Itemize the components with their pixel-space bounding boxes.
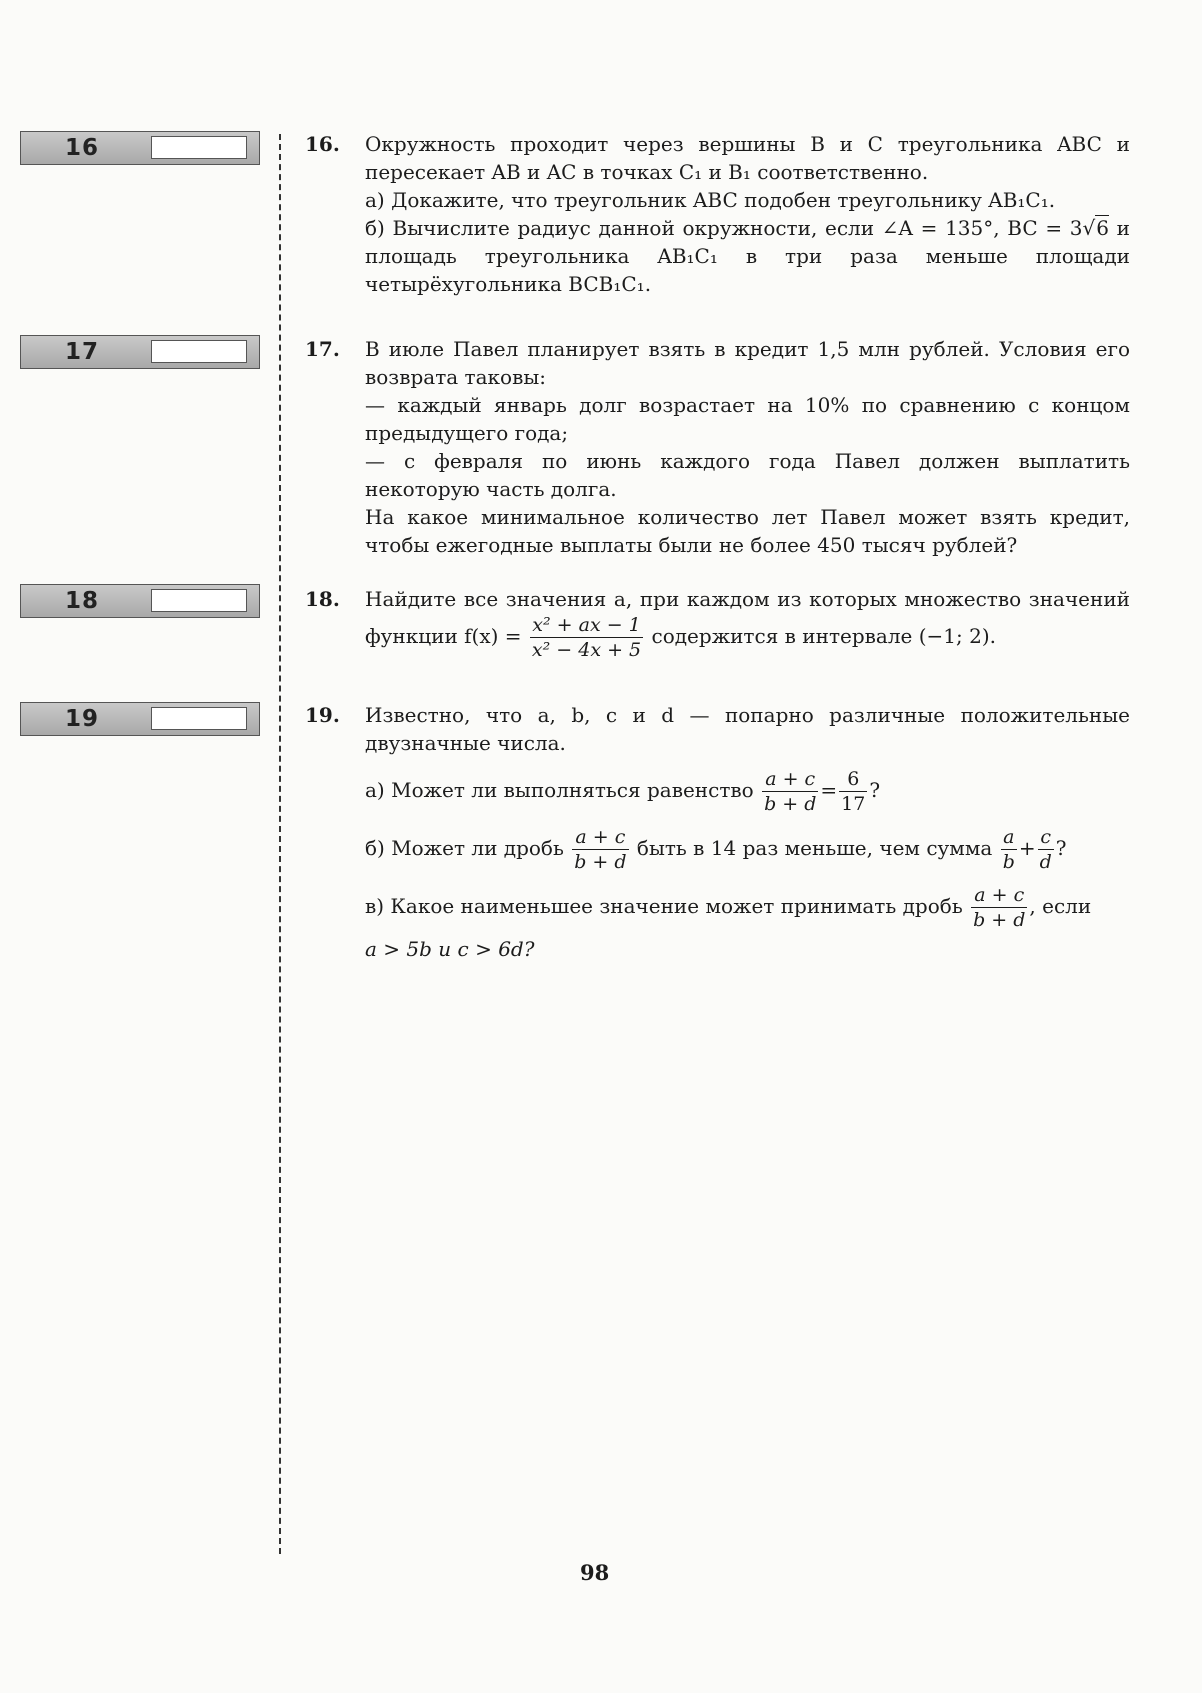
answer-field[interactable] (151, 589, 247, 612)
fraction-denominator: 17 (841, 793, 866, 815)
fraction-numerator: c (1038, 825, 1054, 850)
plus-sign: + (1018, 836, 1036, 860)
answer-box-17 (20, 335, 260, 369)
question-mark: ? (1055, 836, 1067, 860)
fraction (1038, 825, 1054, 874)
task-17-line-3: — с февраля по июнь каждого года Павел должен выплатить некоторую часть долга. (365, 449, 1130, 501)
task-18 (305, 585, 1130, 662)
fraction (572, 825, 628, 874)
task-16 (305, 130, 1130, 298)
fraction-numerator: a + c (762, 767, 818, 792)
task-19-part-a (365, 761, 1130, 819)
fraction-denominator: b + d (973, 909, 1026, 931)
cut-line (279, 134, 281, 1554)
task-19-part-b (365, 819, 1130, 877)
task-number: 18. (305, 587, 340, 611)
page-number: 98 (580, 1560, 610, 1585)
sqrt-argument: 6 (1096, 216, 1109, 240)
part-c-text: в) Какое наименьшее значение может принимать дробь (365, 894, 963, 918)
answer-box-number: 18 (65, 588, 100, 614)
fraction (971, 883, 1027, 932)
fraction-denominator: d (1039, 851, 1052, 873)
task-number: 17. (305, 337, 340, 361)
fraction-numerator: 6 (839, 767, 867, 792)
task-17-line-1: В июле Павел планирует взять в кредит 1,5 млн рублей. Условия его возврата таковы: (365, 337, 1130, 389)
task-17 (305, 335, 1130, 559)
task-19 (305, 701, 1130, 963)
part-b-middle: быть в 14 раз меньше, чем сумма (636, 836, 993, 860)
answer-field[interactable] (151, 340, 247, 363)
task-16-part-b-end: и площадь треугольника AB₁C₁ в три раза меньше площади четырёхугольника BCB₁C₁. (365, 216, 1130, 296)
answer-field[interactable] (151, 136, 247, 159)
fraction (762, 767, 818, 816)
task-18-text-start: Найдите все значения a, при каждом из которых множество значений функции f(x) = (365, 587, 1130, 648)
fraction (1001, 825, 1017, 874)
task-number: 19. (305, 703, 340, 727)
answer-box-number: 17 (65, 339, 100, 365)
answer-box-18 (20, 584, 260, 618)
task-number: 16. (305, 132, 340, 156)
fraction (839, 767, 867, 816)
task-16-part-b (365, 214, 1130, 298)
fraction-numerator: a + c (572, 825, 628, 850)
answer-box-16 (20, 131, 260, 165)
part-a-text: а) Может ли выполняться равенство (365, 778, 754, 802)
answer-box-19 (20, 702, 260, 736)
fraction-denominator: b + d (574, 851, 627, 873)
fraction-denominator: b (1002, 851, 1015, 873)
fraction-denominator: b + d (764, 793, 817, 815)
fraction-numerator: a (1001, 825, 1017, 850)
fraction-denominator: x² − 4x + 5 (531, 639, 642, 661)
part-b-text: б) Может ли дробь (365, 836, 564, 860)
answer-box-number: 16 (65, 135, 100, 161)
equals-sign: = (820, 778, 838, 802)
task-17-line-4: На какое минимальное количество лет Павел может взять кредит, чтобы ежегодные выплаты были не более 450 тысяч рублей? (365, 505, 1130, 557)
function-fraction (530, 613, 643, 662)
fraction-numerator: a + c (971, 883, 1027, 908)
task-17-line-2: — каждый январь долг возрастает на 10% по сравнению с концом предыдущего года; (365, 393, 1130, 445)
task-16-part-a: а) Докажите, что треугольник ABC подобен треугольнику AB₁C₁. (365, 188, 1056, 212)
part-c-end: , если (1029, 894, 1092, 918)
task-19-intro: Известно, что a, b, c и d — попарно различные положительные двузначные числа. (365, 703, 1130, 755)
task-16-part-b-start: б) Вычислите радиус данной окружности, если ∠A = 135°, BC = 3 (365, 216, 1083, 240)
sqrt-sign: √ (1082, 216, 1096, 240)
answer-box-number: 19 (65, 706, 100, 732)
question-mark: ? (869, 778, 881, 802)
task-16-intro: Окружность проходит через вершины B и C треугольника ABC и пересекает AB и AC в точках C₁ и B₁ соответственно. (365, 132, 1130, 184)
task-19-condition: a > 5b и c > 6d? (365, 937, 535, 961)
task-19-part-c (365, 877, 1130, 935)
answer-field[interactable] (151, 707, 247, 730)
task-18-text (365, 585, 1130, 662)
fraction-numerator: x² + ax − 1 (530, 613, 643, 638)
task-18-text-end: содержится в интервале (−1; 2). (651, 624, 996, 648)
